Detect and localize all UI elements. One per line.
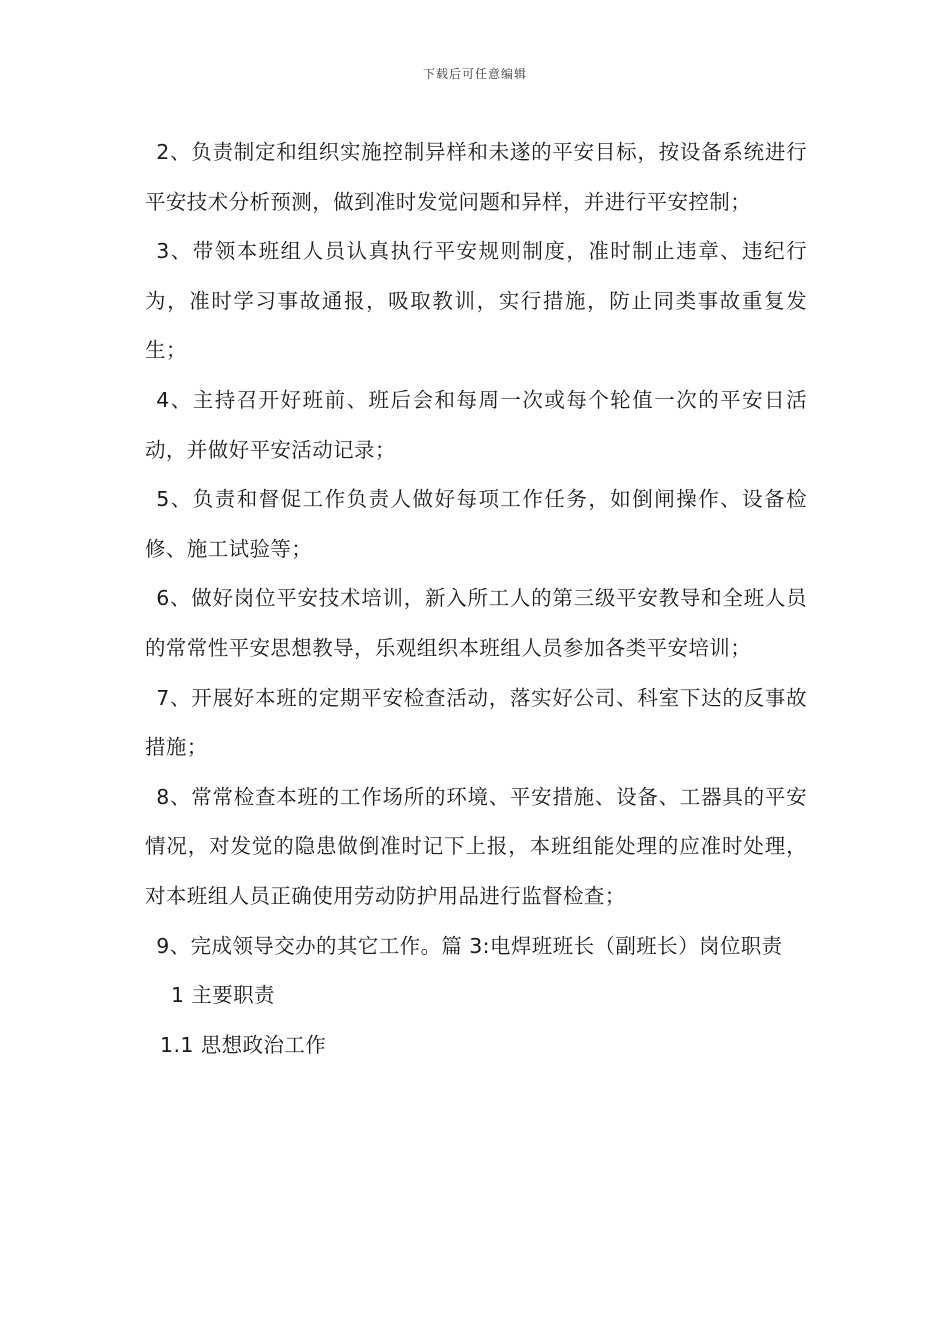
paragraph-item-7: 7、开展好本班的定期平安检查活动，落实好公司、科室下达的反事故措施； [145, 685, 807, 760]
paragraph-item-9: 9、完成领导交办的其它工作。篇 3:电焊班班长（副班长）岗位职责 [156, 933, 783, 958]
paragraph-item-8: 8、常常检查本班的工作场所的环境、平安措施、设备、工器具的平安情况，对发觉的隐患做倒准时记下上报，本班组能处理的应准时处理，对本班组人员正确使用劳动防护用品进行监督检查； [145, 784, 807, 908]
section-heading-main-duties: 1 主要职责 [171, 983, 275, 1008]
paragraph-item-4: 4、主持召开好班前、班后会和每周一次或每个轮值一次的平安日活动，并做好平安活动记录； [145, 387, 807, 462]
paragraph-item-6: 6、做好岗位平安技术培训，新入所工人的第三级平安教导和全班人员的常常性平安思想教导，乐观组织本班组人员参加各类平安培训； [145, 586, 807, 660]
page-header-note: 下载后可任意编辑 [422, 67, 527, 81]
paragraph-item-3: 3、带领本班组人员认真执行平安规则制度，准时制止违章、违纪行为，准时学习事故通报，吸取教训，实行措施，防止同类事故重复发生； [145, 239, 807, 363]
document-body [145, 128, 807, 1070]
paragraph-item-2: 2、负责制定和组织实施控制异样和未遂的平安目标，按设备系统进行平安技术分析预测，做到准时发觉问题和异样，并进行平安控制； [145, 140, 807, 214]
subsection-heading-political-work: 1.1 思想政治工作 [160, 1032, 327, 1057]
paragraph-item-5: 5、负责和督促工作负责人做好每项工作任务，如倒闸操作、设备检修、施工试验等； [145, 487, 807, 561]
